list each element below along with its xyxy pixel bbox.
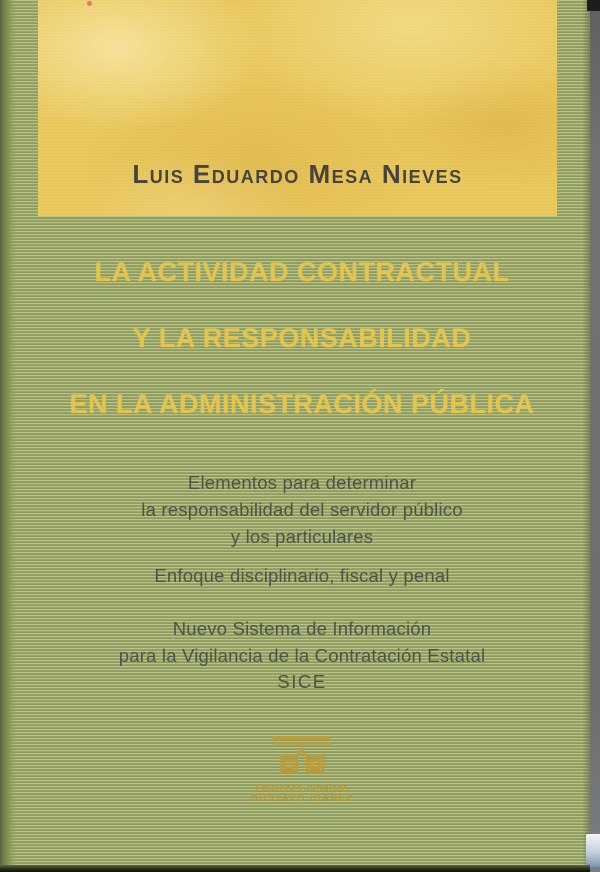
ionic-capital-spirals-icon [267, 735, 337, 784]
subtitle-line-1: Elementos para determinar [187, 472, 417, 493]
publisher-logo [14, 735, 590, 789]
publisher-imprint-line2: GUSTAVO IBAÑEZ [250, 793, 354, 804]
scan-edge-highlight [586, 834, 600, 867]
title-line-3: EN LA ADMINISTRACIÓN PÚBLICA [69, 389, 535, 419]
cover-bottom-edge [0, 865, 590, 872]
title-line-1: LA ACTIVIDAD CONTRACTUAL [94, 257, 510, 287]
title-line-2: Y LA RESPONSABILIDAD [132, 323, 472, 353]
system-line-1: Nuevo Sistema de Información [172, 618, 432, 639]
author-name: Luis Eduardo Mesa Nieves [132, 159, 463, 189]
system-line-2: para la Vigilancia de la Contratación Estatal [118, 645, 486, 666]
subtitle-line-2: la responsabilidad del servidor público [141, 499, 463, 520]
scanner-edge-strip [590, 0, 600, 872]
system-acronym: SICE [277, 671, 327, 692]
publisher-imprint-line1: Ediciones Jurídicas [255, 783, 349, 793]
approach-line: Enfoque disciplinario, fiscal y penal [154, 565, 450, 586]
author-band [38, 0, 557, 216]
scan-corner-shadow [587, 0, 600, 11]
subtitle-line-3: y los particulares [230, 526, 374, 547]
scan-artifact-dot [87, 1, 92, 6]
